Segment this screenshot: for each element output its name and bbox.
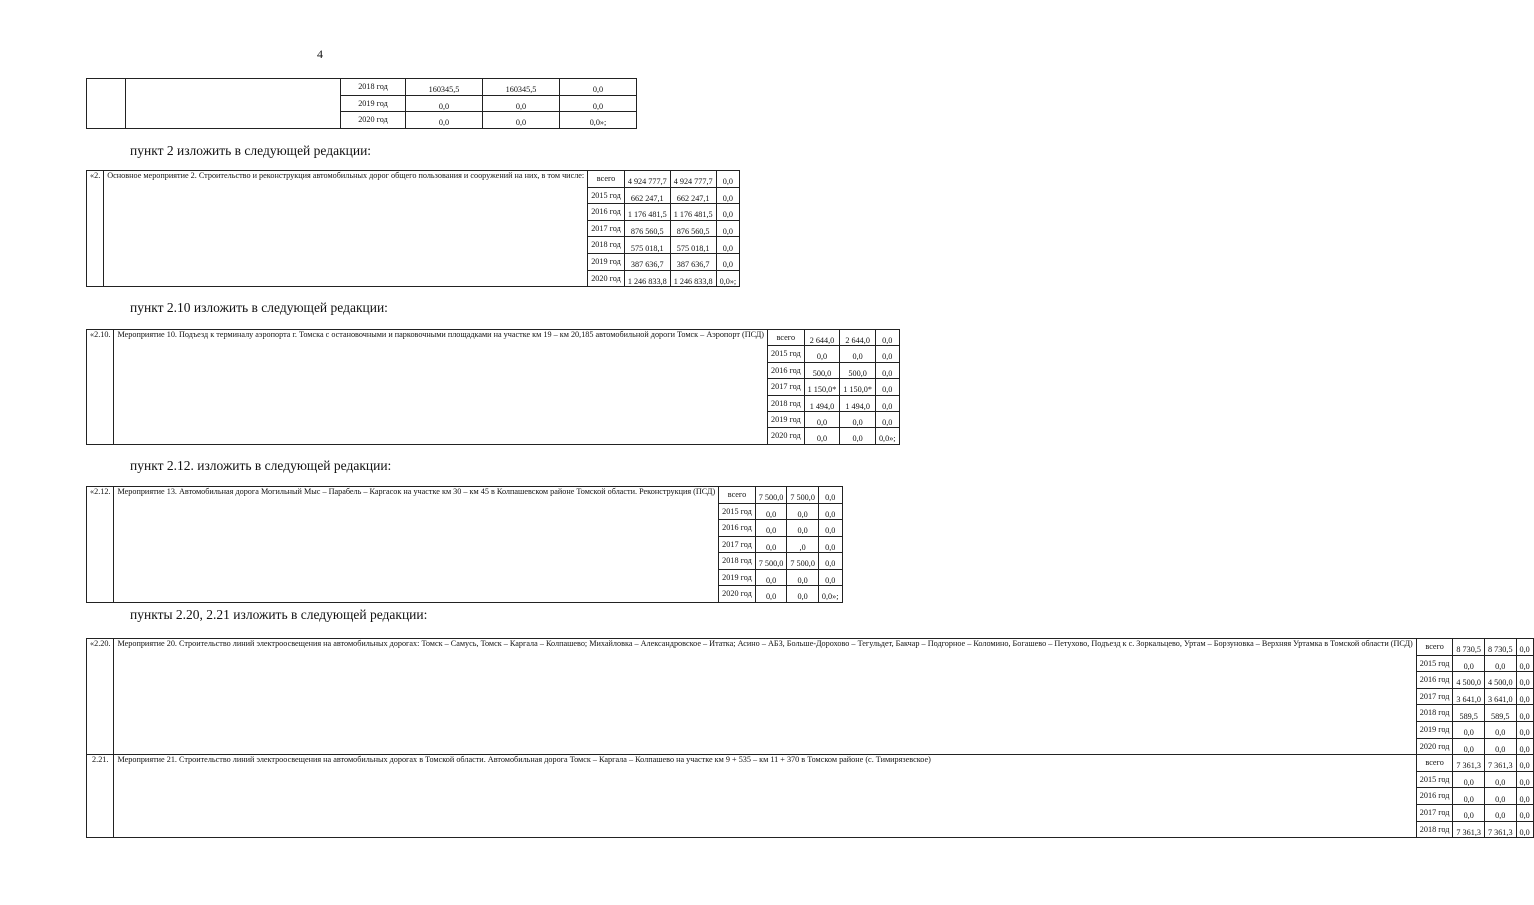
table-p2 [86, 170, 740, 287]
period-label: 2020 год [719, 586, 756, 603]
total-value: 0,0 [1453, 788, 1485, 805]
other-value: 0,0»; [818, 586, 842, 603]
other-value: 0,0 [1516, 721, 1533, 738]
total-value: 160345,5 [406, 79, 483, 96]
period-label: 2017 год [1416, 804, 1453, 821]
item-number [87, 79, 126, 129]
total-value: 3 641,0 [1453, 688, 1485, 705]
other-value: 0,0 [716, 204, 740, 221]
period-label: 2015 год [1416, 655, 1453, 672]
heading-p2: пункт 2 изложить в следующей редакции: [130, 143, 372, 158]
total-value: 0,0 [755, 503, 787, 520]
budget-value: 160345,5 [483, 79, 560, 96]
total-value: 0,0 [1453, 721, 1485, 738]
period-label: 2015 год [1416, 771, 1453, 788]
budget-value: 0,0 [1484, 721, 1516, 738]
other-value: 0,0 [818, 553, 842, 570]
item-title: Мероприятие 21. Строительство линий электроосвещения на автомобильных дорогах в Томской области. Автомобильная дорога Томск – Каргала – Колпашево на участке км 9 + 535 – км 11 + 370 в Томском районе (с. Тимирязевское) [114, 755, 1416, 838]
period-label: 2017 год [588, 220, 625, 237]
table-p212 [86, 486, 843, 603]
total-value: 500,0 [804, 362, 840, 378]
other-value: 0,0 [560, 95, 637, 112]
period-label: всего [719, 487, 756, 504]
item-number: «2.10. [87, 330, 114, 445]
budget-value: 2 644,0 [840, 330, 876, 346]
table-row [87, 755, 1534, 772]
total-value: 4 500,0 [1453, 672, 1485, 689]
table-cont [86, 78, 637, 129]
period-label: 2016 год [768, 362, 805, 378]
heading-p220: пункты 2.20, 2.21 изложить в следующей редакции: [130, 607, 428, 622]
budget-value: 7 361,3 [1484, 821, 1516, 838]
heading-p210: пункт 2.10 изложить в следующей редакции: [130, 300, 388, 315]
item-title: Основное мероприятие 2. Строительство и реконструкция автомобильных дорог общего пользования и сооружений на них, в том числе: [104, 171, 588, 287]
period-label: 2020 год [768, 428, 805, 444]
budget-value: 0,0 [1484, 788, 1516, 805]
table-p210 [86, 329, 900, 445]
other-value: 0,0»; [875, 428, 899, 444]
item-title: Мероприятие 10. Подъезд к терминалу аэропорта г. Томска с остановочными и парковочными площадками на участке км 19 – км 20,185 автомобильной дороги Томск – Аэропорт (ПСД) [114, 330, 768, 445]
total-value: 1 150,0* [804, 379, 840, 395]
total-value: 0,0 [755, 586, 787, 603]
budget-value: 1 176 481,5 [670, 204, 716, 221]
other-value: 0,0 [1516, 738, 1533, 755]
other-value: 0,0 [716, 253, 740, 270]
budget-value: 589,5 [1484, 705, 1516, 722]
period-label: 2015 год [588, 187, 625, 204]
total-value: 0,0 [804, 428, 840, 444]
item-number: «2. [87, 171, 104, 287]
budget-value: 500,0 [840, 362, 876, 378]
period-label: 2016 год [588, 204, 625, 221]
total-value: 662 247,1 [624, 187, 670, 204]
table-row [87, 487, 843, 504]
period-label: 2018 год [719, 553, 756, 570]
budget-value: 0,0 [787, 569, 819, 586]
budget-value: 8 730,5 [1484, 639, 1516, 656]
total-value: 4 924 777,7 [624, 171, 670, 188]
other-value: 0,0 [818, 569, 842, 586]
period-label: всего [588, 171, 625, 188]
budget-value: 1 150,0* [840, 379, 876, 395]
item-number: 2.21. [87, 755, 114, 838]
other-value: 0,0 [1516, 771, 1533, 788]
budget-value: 0,0 [840, 411, 876, 427]
table-row [87, 171, 740, 188]
period-label: 2019 год [719, 569, 756, 586]
period-label: 2018 год [768, 395, 805, 411]
budget-value: 876 560,5 [670, 220, 716, 237]
budget-value: 1 494,0 [840, 395, 876, 411]
period-label: 2019 год [588, 253, 625, 270]
total-value: 0,0 [755, 536, 787, 553]
total-value: 0,0 [406, 95, 483, 112]
budget-value: ,0 [787, 536, 819, 553]
total-value: 1 176 481,5 [624, 204, 670, 221]
budget-value: 0,0 [840, 428, 876, 444]
item-number: «2.12. [87, 487, 114, 603]
budget-value: 0,0 [840, 346, 876, 362]
period-label: 2019 год [1416, 721, 1453, 738]
period-label: 2018 год [588, 237, 625, 254]
other-value: 0,0 [716, 220, 740, 237]
budget-value: 1 246 833,8 [670, 270, 716, 287]
budget-value: 3 641,0 [1484, 688, 1516, 705]
other-value: 0,0 [1516, 755, 1533, 772]
period-label: 2016 год [1416, 672, 1453, 689]
budget-value: 0,0 [1484, 771, 1516, 788]
other-value: 0,0 [1516, 821, 1533, 838]
budget-value: 7 500,0 [787, 487, 819, 504]
budget-value: 0,0 [1484, 738, 1516, 755]
budget-value: 0,0 [483, 95, 560, 112]
total-value: 0,0 [1453, 771, 1485, 788]
budget-value: 7 361,3 [1484, 755, 1516, 772]
other-value: 0,0 [1516, 655, 1533, 672]
period-label: 2017 год [719, 536, 756, 553]
period-label: 2018 год [1416, 821, 1453, 838]
other-value: 0,0»; [716, 270, 740, 287]
page-number: 4 [317, 47, 323, 61]
other-value: 0,0 [1516, 672, 1533, 689]
total-value: 589,5 [1453, 705, 1485, 722]
budget-value: 0,0 [1484, 804, 1516, 821]
other-value: 0,0 [1516, 804, 1533, 821]
budget-value: 0,0 [787, 520, 819, 537]
period-label: 2016 год [1416, 788, 1453, 805]
heading-p212: пункт 2.12. изложить в следующей редакции: [130, 458, 392, 473]
period-label: 2017 год [768, 379, 805, 395]
other-value: 0,0 [875, 379, 899, 395]
period-label: 2017 год [1416, 688, 1453, 705]
total-value: 7 361,3 [1453, 755, 1485, 772]
period-label: 2018 год [1416, 705, 1453, 722]
other-value: 0,0 [1516, 639, 1533, 656]
table-row [87, 639, 1534, 656]
table-row [87, 330, 900, 346]
total-value: 876 560,5 [624, 220, 670, 237]
period-label: 2020 год [1416, 738, 1453, 755]
period-label: 2020 год [341, 112, 406, 129]
other-value: 0,0 [875, 362, 899, 378]
budget-value: 0,0 [1484, 655, 1516, 672]
budget-value: 0,0 [483, 112, 560, 129]
total-value: 2 644,0 [804, 330, 840, 346]
other-value: 0,0 [716, 237, 740, 254]
budget-value: 7 500,0 [787, 553, 819, 570]
total-value: 387 636,7 [624, 253, 670, 270]
total-value: 0,0 [804, 346, 840, 362]
total-value: 0,0 [406, 112, 483, 129]
table-p220 [86, 638, 1534, 838]
other-value: 0,0 [875, 330, 899, 346]
period-label: всего [768, 330, 805, 346]
other-value: 0,0 [1516, 705, 1533, 722]
period-label: всего [1416, 755, 1453, 772]
other-value: 0,0 [716, 187, 740, 204]
total-value: 0,0 [1453, 655, 1485, 672]
budget-value: 662 247,1 [670, 187, 716, 204]
total-value: 0,0 [804, 411, 840, 427]
table-row [87, 79, 637, 96]
other-value: 0,0»; [560, 112, 637, 129]
period-label: 2015 год [768, 346, 805, 362]
other-value: 0,0 [716, 171, 740, 188]
item-number: «2.20. [87, 639, 114, 755]
budget-value: 575 018,1 [670, 237, 716, 254]
other-value: 0,0 [818, 487, 842, 504]
total-value: 0,0 [755, 569, 787, 586]
other-value: 0,0 [875, 395, 899, 411]
item-title: Мероприятие 13. Автомобильная дорога Могильный Мыс – Парабель – Каргасок на участке км 30 – км 45 в Колпашевском районе Томской области. Реконструкция (ПСД) [114, 487, 719, 603]
total-value: 0,0 [1453, 804, 1485, 821]
period-label: 2020 год [588, 270, 625, 287]
budget-value: 4 500,0 [1484, 672, 1516, 689]
total-value: 575 018,1 [624, 237, 670, 254]
other-value: 0,0 [1516, 788, 1533, 805]
total-value: 8 730,5 [1453, 639, 1485, 656]
period-label: всего [1416, 639, 1453, 656]
budget-value: 0,0 [787, 503, 819, 520]
other-value: 0,0 [1516, 688, 1533, 705]
item-title [126, 79, 341, 129]
other-value: 0,0 [818, 503, 842, 520]
other-value: 0,0 [875, 411, 899, 427]
total-value: 7 500,0 [755, 487, 787, 504]
other-value: 0,0 [818, 520, 842, 537]
period-label: 2016 год [719, 520, 756, 537]
total-value: 0,0 [755, 520, 787, 537]
budget-value: 387 636,7 [670, 253, 716, 270]
period-label: 2018 год [341, 79, 406, 96]
other-value: 0,0 [560, 79, 637, 96]
total-value: 7 361,3 [1453, 821, 1485, 838]
budget-value: 4 924 777,7 [670, 171, 716, 188]
total-value: 1 246 833,8 [624, 270, 670, 287]
total-value: 7 500,0 [755, 553, 787, 570]
period-label: 2015 год [719, 503, 756, 520]
budget-value: 0,0 [787, 586, 819, 603]
period-label: 2019 год [768, 411, 805, 427]
other-value: 0,0 [875, 346, 899, 362]
total-value: 0,0 [1453, 738, 1485, 755]
item-title: Мероприятие 20. Строительство линий электроосвещения на автомобильных дорогах: Томск – Самусь, Томск – Каргала – Колпашево; Михайловка – Александровское – Итатка; Асино – АБЗ, Больше-Дорохово – Тегульдет, Бакчар – Подгорное – Коломино, Богашево – Петухово, Подъезд к с. Зоркальцево, Уртам – Борзуновка – Верхняя Уртамка в Томской области (ПСД) [114, 639, 1416, 755]
other-value: 0,0 [818, 536, 842, 553]
total-value: 1 494,0 [804, 395, 840, 411]
period-label: 2019 год [341, 95, 406, 112]
